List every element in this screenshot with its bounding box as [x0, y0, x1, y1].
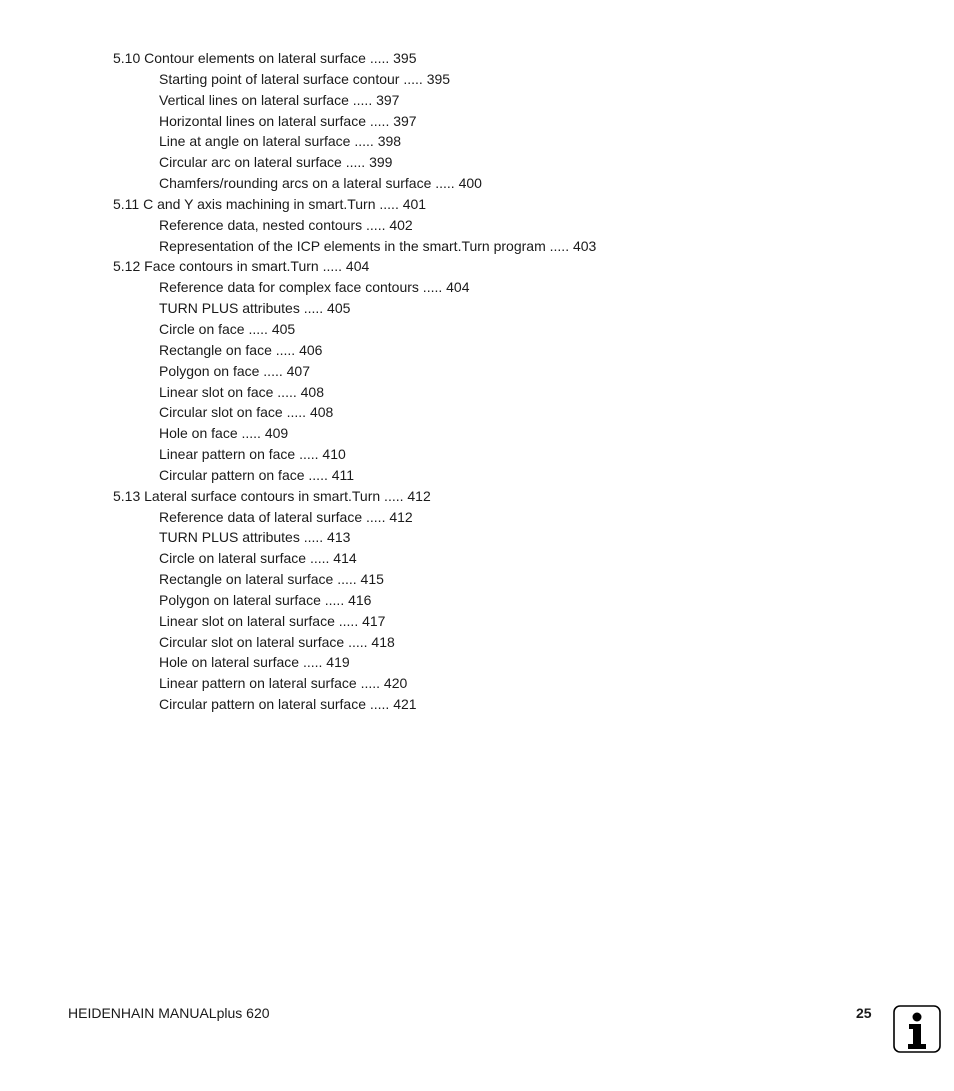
toc-subsection-entry[interactable]: Polygon on face ..... 407: [159, 362, 310, 379]
toc-subsection-entry[interactable]: Hole on lateral surface ..... 419: [159, 654, 350, 671]
toc-subsection-entry[interactable]: Linear slot on lateral surface ..... 417: [159, 612, 386, 629]
toc-subsection-entry[interactable]: Circular slot on face ..... 408: [159, 404, 334, 421]
toc-subsection-entry[interactable]: Circular arc on lateral surface ..... 399: [159, 154, 393, 171]
toc-subsection-entry[interactable]: Polygon on lateral surface ..... 416: [159, 591, 372, 608]
footer-title: HEIDENHAIN MANUALplus 620: [68, 1005, 270, 1021]
toc-subsection-entry[interactable]: Circular slot on lateral surface ..... 418: [159, 633, 395, 650]
toc-subsection-entry[interactable]: Circle on lateral surface ..... 414: [159, 550, 357, 567]
toc-subsection-entry[interactable]: Rectangle on lateral surface ..... 415: [159, 571, 384, 588]
toc-subsection-entry[interactable]: Vertical lines on lateral surface ..... 397: [159, 91, 400, 108]
toc-subsection-entry[interactable]: Rectangle on face ..... 406: [159, 341, 323, 358]
toc-section-entry[interactable]: 5.13 Lateral surface contours in smart.Turn ..... 412: [113, 487, 431, 504]
toc-section-entry[interactable]: 5.12 Face contours in smart.Turn ..... 404: [113, 258, 370, 275]
toc-subsection-entry[interactable]: Reference data of lateral surface ..... 412: [159, 508, 413, 525]
toc-section-entry[interactable]: 5.11 C and Y axis machining in smart.Turn ..... 401: [113, 195, 427, 212]
info-badge-dot: [913, 1013, 922, 1022]
toc-subsection-entry[interactable]: Linear slot on face ..... 408: [159, 383, 324, 400]
toc-subsection-entry[interactable]: Linear pattern on lateral surface ..... 420: [159, 675, 408, 692]
toc-subsection-entry[interactable]: Hole on face ..... 409: [159, 425, 289, 442]
toc-subsection-entry[interactable]: Linear pattern on face ..... 410: [159, 446, 346, 463]
toc-subsection-entry[interactable]: TURN PLUS attributes ..... 405: [159, 300, 351, 317]
toc-subsection-entry[interactable]: Circle on face ..... 405: [159, 320, 296, 337]
toc-subsection-entry[interactable]: Circular pattern on lateral surface ..... 421: [159, 696, 417, 713]
toc-subsection-entry[interactable]: Representation of the ICP elements in the smart.Turn program ..... 403: [159, 237, 597, 254]
toc-section-entry[interactable]: 5.10 Contour elements on lateral surface ..... 395: [113, 50, 417, 66]
table-of-contents: [0, 48, 954, 715]
toc-subsection-entry[interactable]: Line at angle on lateral surface ..... 398: [159, 133, 402, 150]
toc-subsection-entry[interactable]: Circular pattern on face ..... 411: [159, 466, 355, 483]
toc-subsection-entry[interactable]: Chamfers/rounding arcs on a lateral surface ..... 400: [159, 175, 482, 192]
info-icon[interactable]: [893, 1005, 941, 1053]
toc-subsection-entry[interactable]: Reference data for complex face contours ..... 404: [159, 279, 470, 296]
toc-subsection-entry[interactable]: Starting point of lateral surface contour ..... 395: [159, 70, 451, 87]
toc-subsection-entry[interactable]: TURN PLUS attributes ..... 413: [159, 529, 351, 546]
toc-subsection-entry[interactable]: Reference data, nested contours ..... 402: [159, 216, 413, 233]
toc-subsection-entry[interactable]: Horizontal lines on lateral surface ..... 397: [159, 112, 417, 129]
page-number: 25: [856, 1005, 872, 1021]
